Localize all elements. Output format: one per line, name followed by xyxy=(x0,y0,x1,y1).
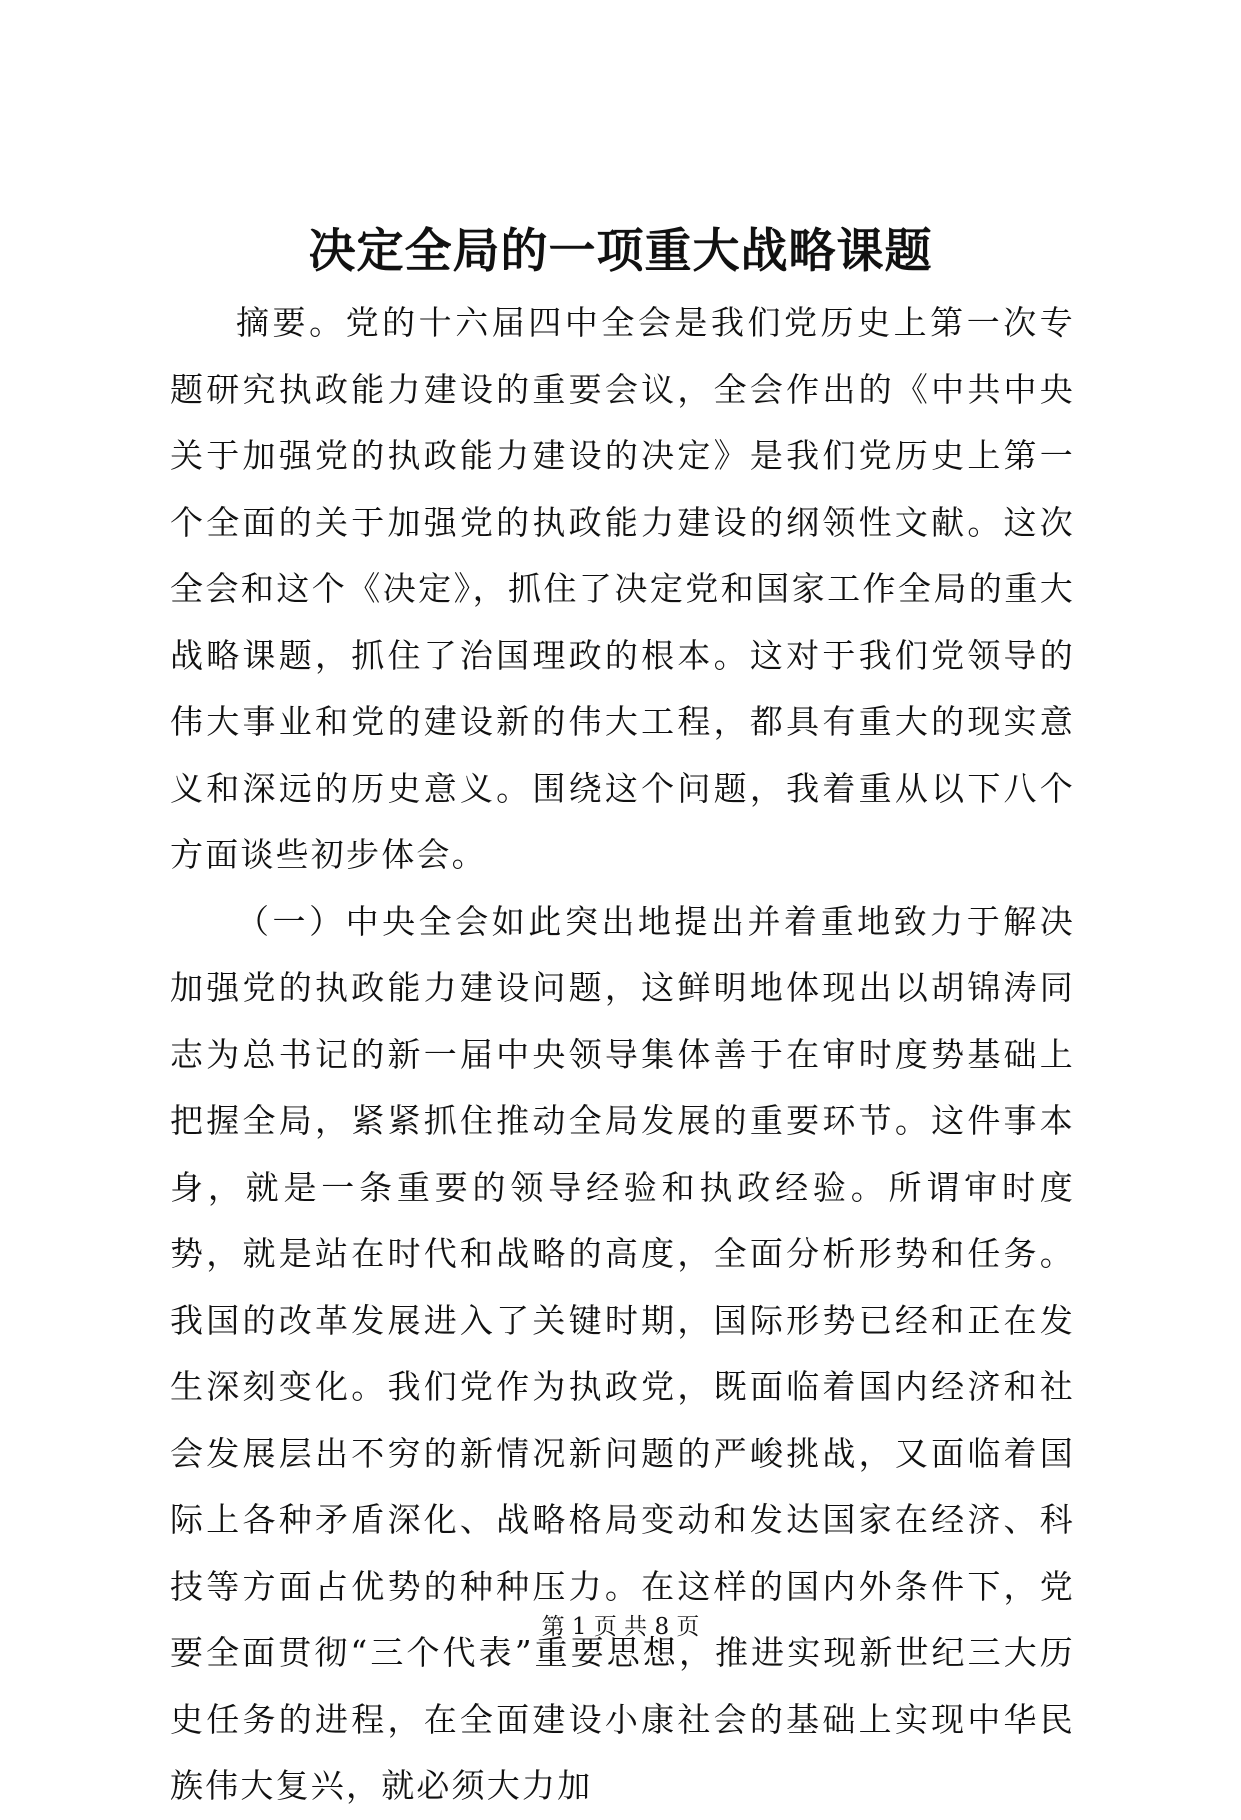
document-title: 决定全局的一项重大战略课题 xyxy=(308,224,933,279)
abstract-paragraph: 摘要。党的十六届四中全会是我们党历史上第一次专题研究执政能力建设的重要会议，全会作出的《中共中央关于加强党的执政能力建设的决定》是我们党历史上第一个全面的关于加强党的执政能力建设的纲领性文献。这次全会和这个《决定》，抓住了决定党和国家工作全局的重大战略课题，抓住了治国理政的根本。这对于我们党领导的伟大事业和党的建设新的伟大工程，都具有重大的现实意义和深远的历史意义。围绕这个问题，我着重从以下八个方面谈些初步体会。 xyxy=(170,303,1075,874)
page-footer: 第 1 页 共 8 页 xyxy=(541,1614,700,1640)
document-body xyxy=(170,290,1075,1820)
section-one-paragraph: （一）中央全会如此突出地提出并着重地致力于解决加强党的执政能力建设问题，这鲜明地体现出以胡锦涛同志为总书记的新一届中央领导集体善于在审时度势基础上把握全局，紧紧抓住推动全局发展的重要环节。这件事本身，就是一条重要的领导经验和执政经验。所谓审时度势，就是站在时代和战略的高度，全面分析形势和任务。我国的改革发展进入了关键时期，国际形势已经和正在发生深刻变化。我们党作为执政党，既面临着国内经济和社会发展层出不穷的新情况新问题的严峻挑战，又面临着国际上各种矛盾深化、战略格局变动和发达国家在经济、科技等方面占优势的种种压力。在这样的国内外条件下，党要全面贯彻“三个代表”重要思想，推进实现新世纪三大历史任务的进程，在全面建设小康社会的基础上实现中华民族伟大复兴，就必须大力加 xyxy=(170,901,1075,1805)
